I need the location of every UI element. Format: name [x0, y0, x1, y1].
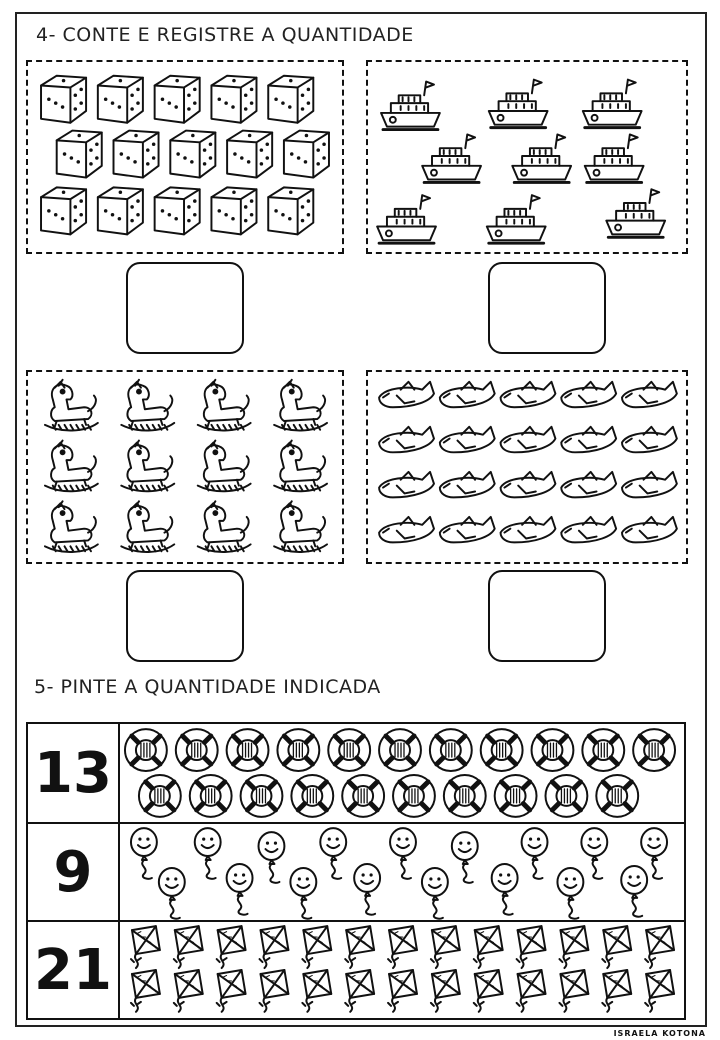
paint-quantity-table — [26, 722, 686, 1020]
section-5-title: 5- PINTE A QUANTIDADE INDICADA — [34, 676, 381, 698]
ship-answer-box[interactable] — [488, 262, 606, 354]
dice-icon — [284, 131, 329, 178]
smiley-balloon-icon — [390, 828, 416, 879]
lifebuoy-icon — [481, 729, 523, 771]
kite-icon — [302, 926, 331, 968]
kite-group — [120, 922, 684, 1018]
lifebuoy-icon — [176, 729, 218, 771]
dice-answer-box[interactable] — [126, 262, 244, 354]
kite-icon — [474, 970, 503, 1012]
airplane-icon — [379, 472, 434, 497]
lifebuoy-icon — [277, 729, 319, 771]
ship-icon — [487, 195, 546, 243]
kite-icon — [602, 970, 631, 1012]
lifebuoy-icon — [532, 729, 574, 771]
table-row-lifebuoy — [28, 724, 684, 822]
rocking-horse-icon — [45, 380, 98, 431]
ship-panel — [366, 60, 688, 254]
lifebuoy-icon — [190, 775, 232, 817]
rocking-horse-icon — [45, 501, 98, 552]
airplane-icon — [440, 517, 495, 542]
airplane-icon — [622, 382, 677, 407]
dice-icon — [170, 131, 215, 178]
smiley-balloon-icon — [320, 828, 346, 879]
kite-icon — [174, 926, 203, 968]
dice-icon — [268, 187, 313, 234]
airplane-icon — [440, 382, 495, 407]
smiley-balloon-icon — [422, 868, 448, 919]
rocking-horse-icon — [274, 441, 327, 492]
smiley-balloon-icon — [354, 864, 380, 915]
kite-cell[interactable] — [120, 922, 684, 1018]
kite-icon — [388, 926, 417, 968]
rocking-horse-icon — [198, 501, 251, 552]
lifebuoy-icon — [545, 775, 587, 817]
smiley-balloon-group — [120, 824, 684, 920]
airplane-icon — [440, 472, 495, 497]
quantity-number: 13 — [28, 724, 120, 822]
author-credit: ISRAELA KOTONA — [613, 1029, 706, 1038]
airplane-icon — [501, 382, 556, 407]
dice-icon — [41, 76, 86, 123]
smiley-balloon-icon — [159, 868, 185, 919]
airplane-icon — [622, 517, 677, 542]
rocking-horse-icon — [121, 501, 174, 552]
kite-icon — [388, 970, 417, 1012]
dice-icon — [114, 131, 159, 178]
kite-icon — [559, 970, 588, 1012]
lifebuoy-icon — [444, 775, 486, 817]
lifebuoy-icon — [342, 775, 384, 817]
airplane-icon — [501, 517, 556, 542]
rocking-horse-group — [28, 372, 342, 562]
airplane-icon — [561, 427, 616, 452]
rocking-horse-icon — [45, 441, 98, 492]
dice-icon — [57, 131, 102, 178]
airplane-icon — [440, 427, 495, 452]
ship-icon — [422, 134, 481, 182]
kite-icon — [217, 926, 246, 968]
smiley-balloon-icon — [621, 866, 647, 917]
airplane-panel — [366, 370, 688, 564]
smiley-balloon-icon — [227, 864, 253, 915]
dice-icon — [211, 76, 256, 123]
smiley-balloon-icon — [557, 868, 583, 919]
airplane-answer-box[interactable] — [488, 570, 606, 662]
airplane-icon — [622, 472, 677, 497]
kite-icon — [517, 970, 546, 1012]
lifebuoy-icon — [430, 729, 472, 771]
kite-icon — [217, 970, 246, 1012]
kite-icon — [302, 970, 331, 1012]
kite-icon — [431, 926, 460, 968]
ship-icon — [489, 80, 548, 128]
dice-panel — [26, 60, 344, 254]
smiley-balloon-icon — [581, 828, 607, 879]
smiley-balloon-icon — [259, 832, 285, 883]
lifebuoy-icon — [139, 775, 181, 817]
rocking-horse-answer-box[interactable] — [126, 570, 244, 662]
dice-icon — [227, 131, 272, 178]
lifebuoy-icon — [328, 729, 370, 771]
rocking-horse-icon — [274, 501, 327, 552]
smiley-balloon-icon — [452, 832, 478, 883]
section-4-title: 4- CONTE E REGISTRE A QUANTIDADE — [36, 24, 414, 46]
kite-icon — [645, 926, 674, 968]
smiley-balloon-icon — [131, 828, 157, 879]
ship-icon — [381, 82, 440, 130]
airplane-icon — [501, 427, 556, 452]
kite-icon — [431, 970, 460, 1012]
lifebuoy-icon — [582, 729, 624, 771]
rocking-horse-icon — [198, 441, 251, 492]
airplane-group — [368, 372, 686, 562]
airplane-icon — [501, 472, 556, 497]
dice-icon — [41, 187, 86, 234]
smiley-balloon-icon — [195, 828, 221, 879]
lifebuoy-icon — [125, 729, 167, 771]
airplane-icon — [561, 382, 616, 407]
ship-icon — [583, 80, 642, 128]
lifebuoy-group — [120, 724, 684, 822]
kite-icon — [260, 926, 289, 968]
airplane-icon — [379, 427, 434, 452]
kite-icon — [131, 926, 160, 968]
kite-icon — [345, 926, 374, 968]
airplane-icon — [379, 517, 434, 542]
lifebuoy-icon — [495, 775, 537, 817]
balloon-cell[interactable] — [120, 824, 684, 920]
rocking-horse-icon — [121, 380, 174, 431]
dice-icon — [155, 187, 200, 234]
dice-group — [28, 62, 342, 252]
dice-icon — [211, 187, 256, 234]
rocking-horse-panel — [26, 370, 344, 564]
lifebuoy-icon — [241, 775, 283, 817]
lifebuoy-icon — [379, 729, 421, 771]
airplane-icon — [622, 427, 677, 452]
airplane-icon — [561, 517, 616, 542]
lifebuoy-cell[interactable] — [120, 724, 684, 822]
smiley-balloon-icon — [492, 864, 518, 915]
kite-icon — [345, 970, 374, 1012]
kite-icon — [517, 926, 546, 968]
kite-icon — [174, 970, 203, 1012]
kite-icon — [602, 926, 631, 968]
quantity-number: 9 — [28, 824, 120, 920]
kite-icon — [474, 926, 503, 968]
ship-group — [368, 62, 686, 252]
airplane-icon — [561, 472, 616, 497]
lifebuoy-icon — [291, 775, 333, 817]
kite-icon — [260, 970, 289, 1012]
dice-icon — [155, 76, 200, 123]
quantity-number: 21 — [28, 922, 120, 1018]
lifebuoy-icon — [393, 775, 435, 817]
table-row-kite — [28, 920, 684, 1018]
rocking-horse-icon — [121, 441, 174, 492]
dice-icon — [98, 76, 143, 123]
kite-icon — [559, 926, 588, 968]
dice-icon — [98, 187, 143, 234]
ship-icon — [377, 195, 436, 243]
rocking-horse-icon — [198, 380, 251, 431]
lifebuoy-icon — [596, 775, 638, 817]
rocking-horse-icon — [274, 380, 327, 431]
ship-icon — [585, 134, 644, 182]
airplane-icon — [379, 382, 434, 407]
lifebuoy-icon — [633, 729, 675, 771]
ship-icon — [606, 189, 665, 237]
smiley-balloon-icon — [290, 868, 316, 919]
dice-icon — [268, 76, 313, 123]
smiley-balloon-icon — [522, 828, 548, 879]
kite-icon — [645, 970, 674, 1012]
lifebuoy-icon — [227, 729, 269, 771]
ship-icon — [512, 134, 571, 182]
table-row-balloon — [28, 822, 684, 920]
kite-icon — [131, 970, 160, 1012]
